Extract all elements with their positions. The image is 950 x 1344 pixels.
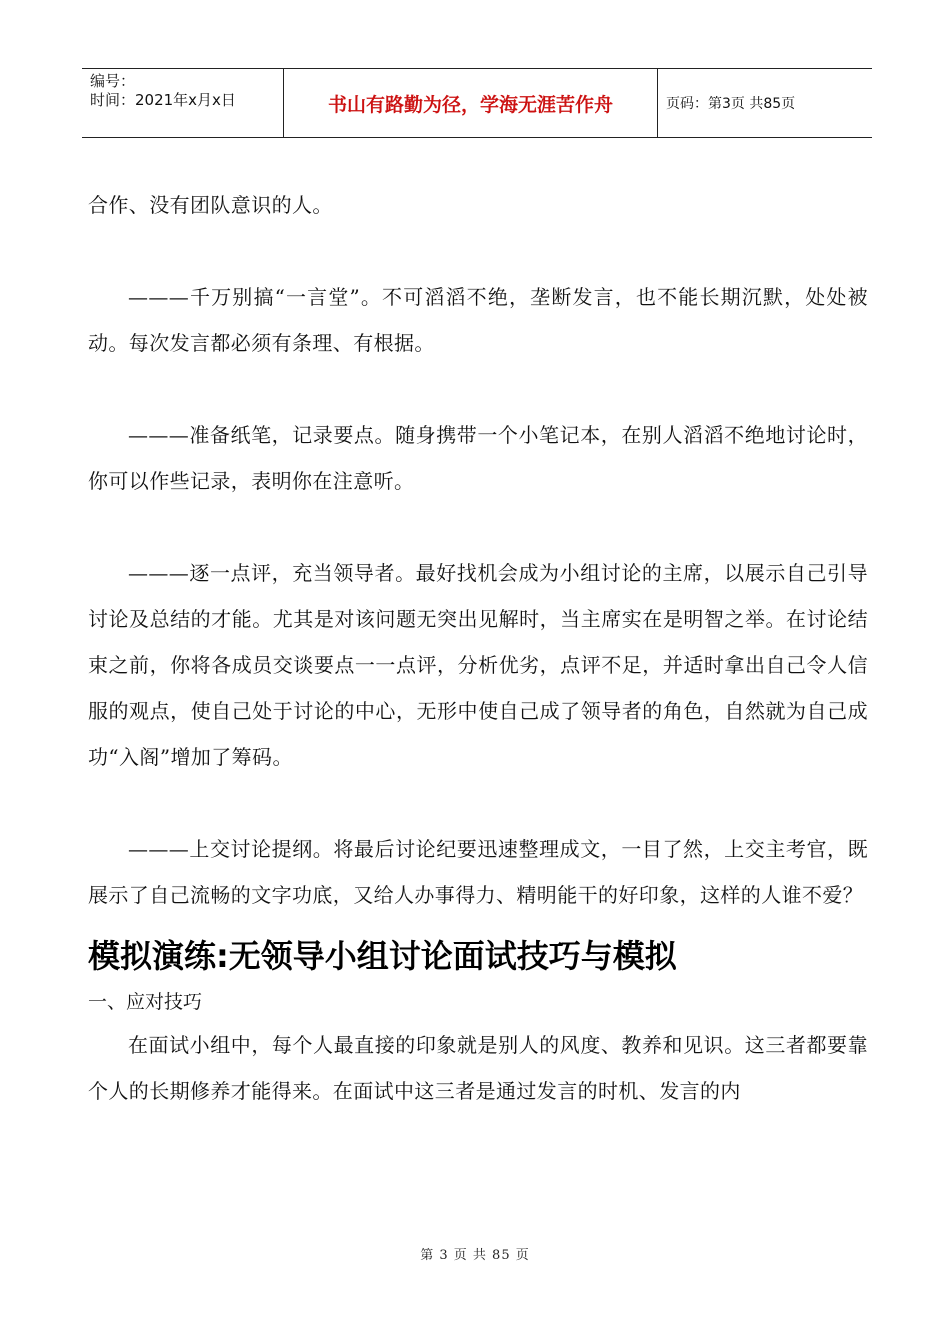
- paragraph-5: ———上交讨论提纲。将最后讨论纪要迅速整理成文，一目了然，上交主考官，既展示了自己流畅的文字功底，又给人办事得力、精明能干的好印象，这样的人谁不爱？: [88, 837, 868, 907]
- paragraph-3: ———准备纸笔，记录要点。随身携带一个小笔记本，在别人滔滔不绝地讨论时，你可以作些记录，表明你在注意听。: [88, 423, 868, 493]
- subheading: 一、应对技巧: [88, 991, 203, 1013]
- header-meta-cell: [82, 69, 284, 137]
- paragraph-6: 在面试小组中，每个人最直接的印象就是别人的风度、教养和见识。这三者都要靠个人的长期修养才能得来。在面试中这三者是通过发言的时机、发言的内: [88, 1033, 868, 1103]
- header-motto: 书山有路勤为径，学海无涯苦作舟: [284, 69, 658, 137]
- paragraph-4: ———逐一点评，充当领导者。最好找机会成为小组讨论的主席，以展示自己引导讨论及总结的才能。尤其是对该问题无突出见解时，当主席实在是明智之举。在讨论结束之前，你将各成员交谈要点一一点评，分析优劣，点评不足，并适时拿出自己令人信服的观点，使自己处于讨论的中心，无形中使自己成了领导者的角色，自然就为自己成功“入阁”增加了筹码。: [88, 561, 868, 769]
- document-body: [88, 182, 868, 1114]
- document-time-label: 时间：2021年x月x日: [90, 91, 236, 109]
- header-table: [82, 68, 872, 138]
- paragraph-1: 合作、没有团队意识的人。: [88, 193, 333, 217]
- header-page-info: 页码：第3页 共85页: [666, 96, 796, 112]
- page-footer: 第 3 页 共 85 页: [420, 1248, 530, 1263]
- section-title: 模拟演练:无领导小组讨论面试技巧与模拟: [88, 937, 677, 975]
- paragraph-2: ———千万别搞“一言堂”。不可滔滔不绝，垄断发言，也不能长期沉默，处处被动。每次发言都必须有条理、有根据。: [88, 285, 868, 355]
- document-number-label: 编号：: [90, 72, 136, 90]
